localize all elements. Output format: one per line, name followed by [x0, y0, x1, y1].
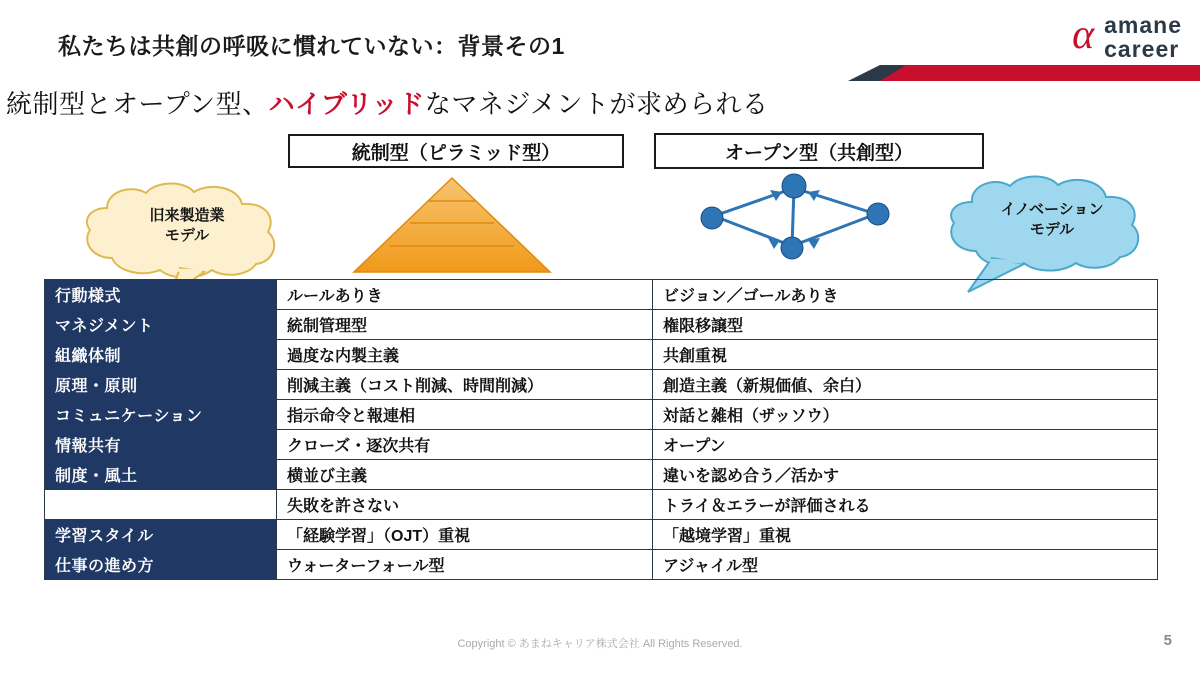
row-control-value: 指示命令と報連相 — [277, 400, 653, 430]
brand-name-line2: career — [1104, 36, 1180, 62]
row-control-value: クローズ・逐次共有 — [277, 430, 653, 460]
page-number: 5 — [1163, 632, 1172, 649]
table-row — [45, 340, 1158, 370]
row-control-value: 「経験学習」（OJT）重視 — [277, 520, 653, 550]
row-control-value: 削減主義（コスト削減、時間削減） — [277, 370, 653, 400]
row-open-value: トライ＆エラーが評価される — [653, 490, 1158, 520]
row-control-value: ウォーターフォール型 — [277, 550, 653, 580]
table-row — [45, 460, 1158, 490]
pyramid-diagram — [352, 176, 552, 281]
callout-cloud-innovation — [928, 172, 1176, 268]
network-diagram — [690, 168, 910, 277]
copyright-text: Copyright © あまねキャリア株式会社 All Rights Reserved. — [457, 638, 743, 650]
row-open-value: ビジョン／ゴールありき — [653, 280, 1158, 310]
cloud-left-label — [149, 206, 224, 247]
table-row — [45, 430, 1158, 460]
row-control-value: 失敗を許さない — [277, 490, 653, 520]
row-open-value: 創造主義（新規価値、余白） — [653, 370, 1158, 400]
row-label: 行動様式 — [45, 280, 277, 310]
callout-cloud-legacy — [62, 180, 312, 272]
subtitle-part1: 統制型とオープン型、 — [6, 89, 269, 119]
row-control-value: ルールありき — [277, 280, 653, 310]
row-open-value: 権限移譲型 — [653, 310, 1158, 340]
row-open-value: 共創重視 — [653, 340, 1158, 370]
row-open-value: オープン — [653, 430, 1158, 460]
header-stripe — [0, 65, 1200, 81]
row-label: 組織体制 — [45, 340, 277, 370]
pyramid-icon — [352, 176, 552, 276]
column-header-open: オープン型（共創型） — [654, 133, 984, 169]
subtitle-accent: ハイブリッド — [268, 89, 425, 119]
row-label: 情報共有 — [45, 430, 277, 460]
row-label: 学習スタイル — [45, 520, 277, 550]
row-label: 原理・原則 — [45, 370, 277, 400]
table-row — [45, 490, 1158, 520]
cloud-right-line1: イノベーション — [1000, 200, 1104, 218]
slide-subtitle — [6, 84, 769, 121]
row-open-value: 対話と雑相（ザッソウ） — [653, 400, 1158, 430]
row-label: コミュニケーション — [45, 400, 277, 430]
row-open-value: アジャイル型 — [653, 550, 1158, 580]
comparison-table — [44, 279, 1158, 580]
row-label: 仕事の進め方 — [45, 550, 277, 580]
table-row — [45, 370, 1158, 400]
row-open-value: 「越境学習」重視 — [653, 520, 1158, 550]
row-control-value: 横並び主義 — [277, 460, 653, 490]
row-label: 制度・風土 — [45, 460, 277, 490]
row-label: マネジメント — [45, 310, 277, 340]
table-row — [45, 280, 1158, 310]
brand-logo — [992, 8, 1182, 66]
cloud-left-line1: 旧来製造業 — [149, 206, 225, 224]
table-row — [45, 550, 1158, 580]
row-control-value: 統制管理型 — [277, 310, 653, 340]
cloud-right-label — [1001, 200, 1104, 241]
cloud-right-line2: モデル — [1029, 221, 1075, 238]
cloud-left-line2: モデル — [164, 227, 210, 244]
column-header-control: 統制型（ピラミッド型） — [288, 134, 624, 168]
network-icon — [690, 168, 910, 272]
table-row — [45, 520, 1158, 550]
row-label-empty — [45, 490, 277, 520]
brand-name-line1: amane — [1104, 11, 1182, 38]
subtitle-part2: なマネジメントが求められる — [424, 89, 769, 119]
brand-name — [1104, 13, 1182, 61]
page-title: 私たちは共創の呼吸に慣れていない：背景その1 — [58, 33, 565, 59]
row-open-value: 違いを認め合う／活かす — [653, 460, 1158, 490]
stripe-red-segment — [880, 65, 1200, 81]
table-row — [45, 310, 1158, 340]
table-body — [45, 280, 1158, 580]
slide-header — [0, 0, 1200, 72]
row-control-value: 過度な内製主義 — [277, 340, 653, 370]
table-row — [45, 400, 1158, 430]
alpha-logo-icon: α — [1072, 12, 1095, 58]
